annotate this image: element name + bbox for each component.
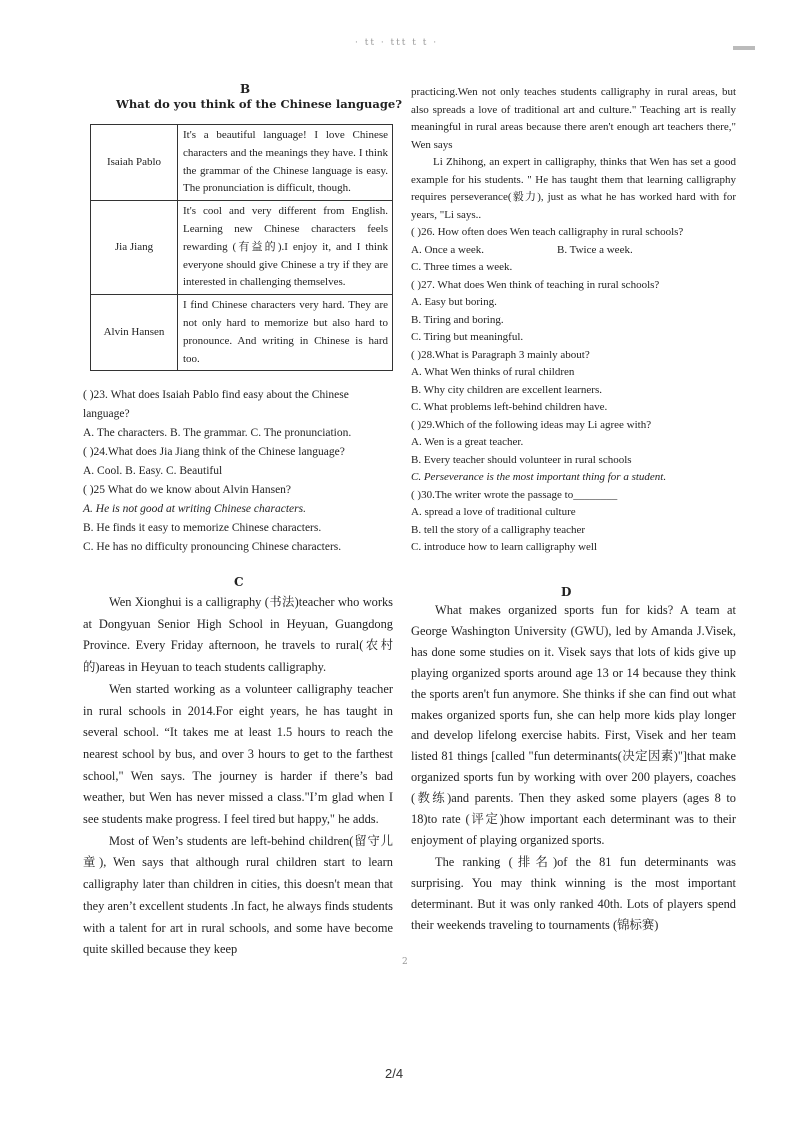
paragraph: practicing.Wen not only teaches students calligraphy in rural areas, but also spreads a love of traditional art and culture." Teaching art is really meaningful in rural areas because there aren't enough art teachers there," Wen says (411, 86, 736, 151)
option-c: C. Perseverance is the most important thing for a student. (411, 471, 667, 483)
option-b: B. Twice a week. (557, 243, 633, 256)
option-b: B. Tiring and boring. (411, 313, 504, 326)
table-row (91, 295, 393, 371)
table-row (91, 125, 393, 201)
section-c-passage (83, 592, 393, 961)
paragraph: The ranking (排名)of the 81 fun determinants was surprising. You may think winning is the most important determinant. But it was only ranked 40th. Lots of players spend their weekends traveling to tournaments (锦标赛) (411, 854, 736, 932)
option-a: A. spread a love of traditional culture (411, 506, 576, 518)
section-c-continued (411, 84, 736, 557)
question-28: ( )28.What is Paragraph 3 mainly about? (411, 348, 590, 361)
question-30: ( )30.The writer wrote the passage to________ (411, 488, 618, 501)
option-c: C. Three times a week. (411, 261, 513, 273)
person-opinion: I find Chinese characters very hard. They are not only hard to memorize but also hard to pronounce. And writing in Chinese is hard too. (178, 295, 393, 371)
question-25: ( )25 What do we know about Alvin Hansen? (83, 484, 292, 496)
question-25-option-b: B. He finds it easy to memorize Chinese characters. (83, 522, 322, 534)
option-c: C. What problems left-behind children have. (411, 401, 608, 413)
person-name: Jia Jiang (91, 201, 178, 295)
question-26: ( )26. How often does Wen teach calligraphy in rural schools? (411, 226, 684, 238)
option-a: A. What Wen thinks of rural children (411, 366, 575, 378)
paragraph: Wen Xionghui is a calligraphy (书法)teacher who works at Dongyuan Senior High School in Heyuan, Guangdong Province. Every Friday afternoon, he travels to rural(农村的)areas in Heyuan to teach students calligraphy. (83, 595, 393, 675)
option-a: A. Once a week. (411, 243, 484, 256)
paragraph: Wen started working as a volunteer calligraphy teacher in rural schools in 2014.For eight years, he has taught in several school. “It takes me at least 1.5 hours to reach the nearest school by bus, and over 3 hours to get to the farthest school," Wen says. The journey is harder if there’s bad weather, but Wen has never missed a class."I’m glad when I see students make progress. I feel tired but happy," he adds. (83, 681, 393, 827)
section-d-letter: D (561, 585, 572, 599)
question-23: ( )23. What does Isaiah Pablo find easy about the Chinese language? (83, 389, 349, 420)
option-a: A. Wen is a great teacher. (411, 436, 524, 448)
option-c: C. introduce how to learn calligraphy well (411, 541, 598, 553)
person-name: Alvin Hansen (91, 295, 178, 371)
page-number: 2/4 (385, 1066, 404, 1081)
question-24: ( )24.What does Jia Jiang think of the Chinese language? (83, 446, 345, 458)
question-25-option-c: C. He has no difficulty pronouncing Chinese characters. (83, 541, 342, 553)
option-b: B. Why city children are excellent learners. (411, 383, 602, 396)
question-25-option-a: A. He is not good at writing Chinese characters. (83, 503, 306, 515)
person-opinion: It's cool and very different from English. Learning new Chinese characters feels rewarding (有益的).I enjoy it, and I think everyone should give Chinese a try if they are interested in challenging themselves. (178, 201, 393, 295)
paragraph: Li Zhihong, an expert in calligraphy, thinks that Wen has set a good example for his students. " He has taught them that learning calligraphy requires perseverance(毅力), just as what he has worked hard with for years, "Li says.. (411, 156, 736, 221)
opinion-table (90, 124, 393, 371)
paragraph: What makes organized sports fun for kids? A team at George Washington University (GWU), led by Amanda J.Visek, has done some studies on it. Visek says that lots of kids give up playing organized sports around age 13 or 14 because they think the sports aren't fun anymore. She thinks if she can find out what makes organized sports fun, she can help more kids play longer and develop lifelong exercise habits. First, Visek and her team listed 81 things [called "fun determinants(决定因素)"]that make organized sports fun by working with over 200 players, coaches (教练)and parents. Then they asked some players (ages 8 to 18)to rate (评定)how important each determinant was to their enjoyment of playing organized sports. (411, 603, 736, 847)
option-b: B. Every teacher should volunteer in rural schools (411, 453, 632, 466)
section-c-letter: C (234, 575, 244, 589)
header-mark: · tt · ttt t t · (355, 38, 439, 48)
section-b-letter: B (240, 82, 251, 96)
person-opinion: It's a beautiful language! I love Chinese characters and the meanings they have. I think the grammar of the Chinese language is easy. The pronunciation is difficult, though. (178, 125, 393, 201)
question-29: ( )29.Which of the following ideas may Li agree with? (411, 418, 652, 431)
person-name: Isaiah Pablo (91, 125, 178, 201)
table-row (91, 201, 393, 295)
question-26-options (411, 242, 736, 260)
section-b-question: What do you think of the Chinese language? (116, 97, 402, 111)
paragraph: Most of Wen’s students are left-behind children(留守儿童), Wen says that although rural children start to learn calligraphy later than children in cities, this doesn't mean that they aren’t excellent students .In fact, he always finds students with a talent for art in rural schools, and some have become quite skilled because they keep (83, 833, 393, 957)
question-24-options: A. Cool. B. Easy. C. Beautiful (83, 465, 223, 477)
option-b: B. tell the story of a calligraphy teacher (411, 523, 586, 536)
question-23-options: A. The characters. B. The grammar. C. The pronunciation. (83, 427, 352, 439)
section-b-questions (83, 386, 393, 557)
column-footer-mark: 2 (402, 957, 408, 967)
section-d-passage (411, 600, 736, 936)
option-c: C. Tiring but meaningful. (411, 331, 524, 343)
option-a: A. Easy but boring. (411, 296, 497, 308)
question-27: ( )27. What does Wen think of teaching in rural schools? (411, 278, 660, 291)
scan-mark (733, 46, 755, 50)
